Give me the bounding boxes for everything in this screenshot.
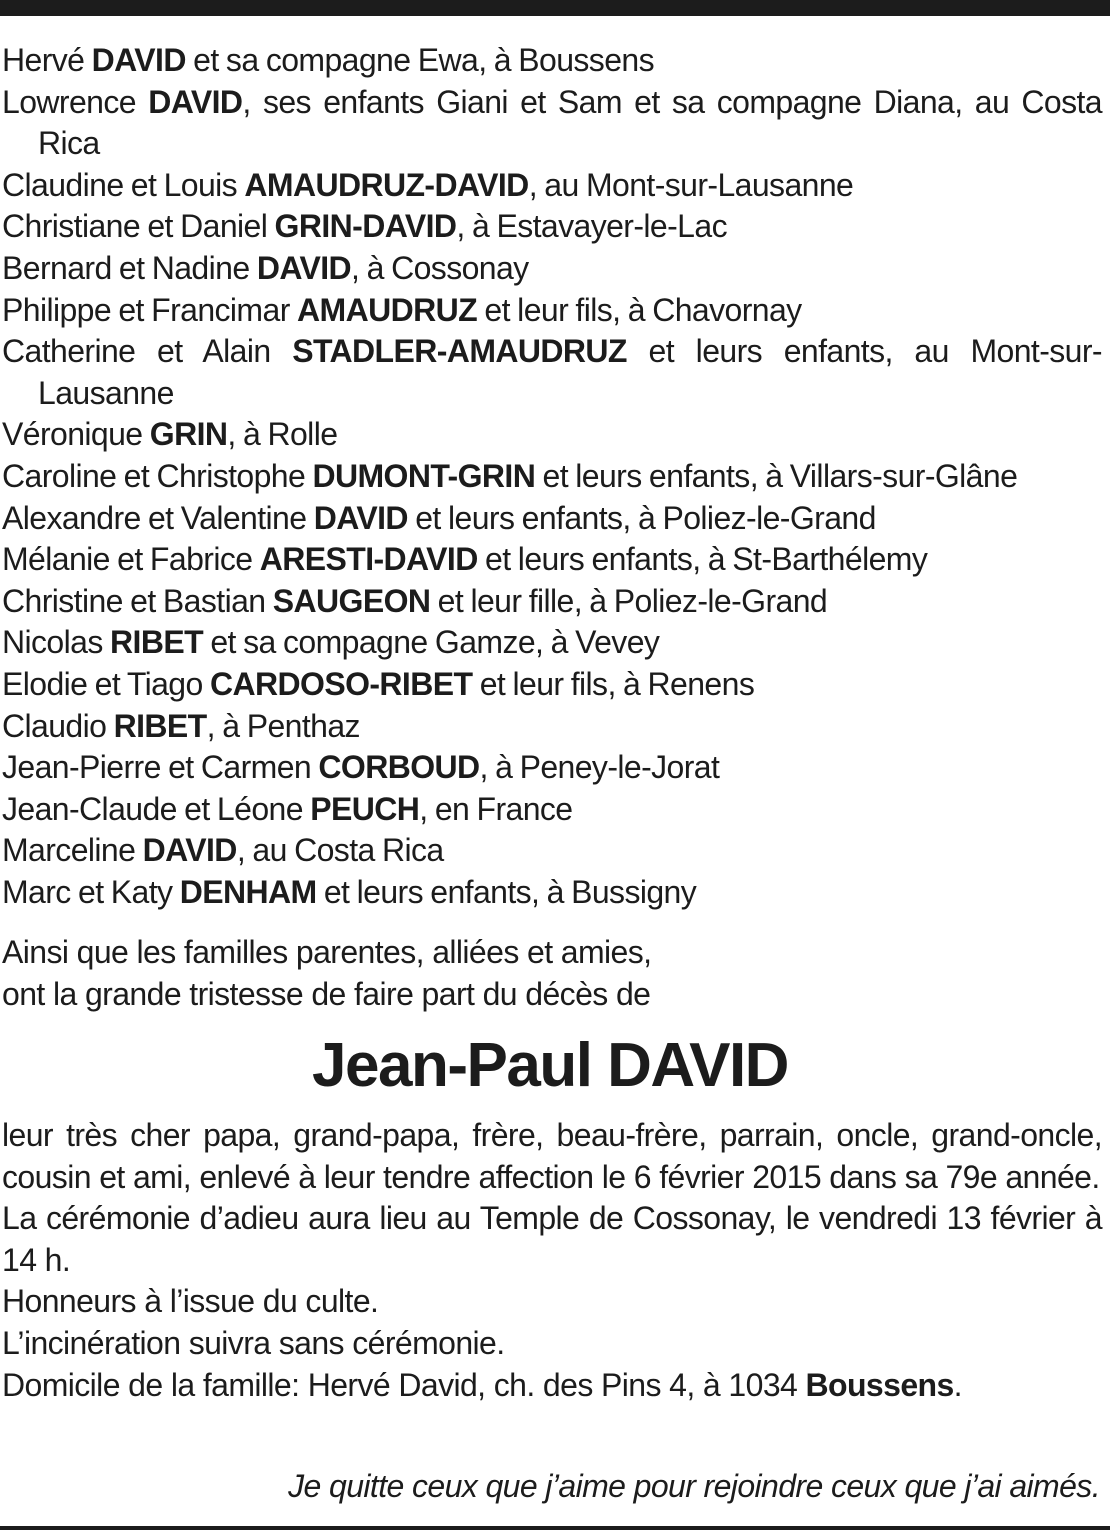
family-given-names: Philippe et Francimar	[2, 291, 298, 328]
family-surname: DAVID	[91, 42, 186, 78]
family-details: et sa compagne Gamze, à Vevey	[203, 624, 660, 661]
family-details: et leurs enfants, à Poliez-le-Grand	[407, 499, 876, 536]
family-line	[2, 622, 1102, 664]
family-line	[2, 664, 1102, 706]
family-line	[2, 830, 1102, 872]
intro-line-2: ont la grande tristesse de faire part du décès de	[2, 975, 651, 1012]
family-line	[2, 40, 1102, 82]
family-given-names: Elodie et Tiago	[2, 665, 210, 702]
family-list	[2, 40, 1102, 913]
family-surname: DAVID	[256, 249, 352, 286]
family-details: et sa compagne Ewa, à Boussens	[185, 42, 654, 78]
family-surname: CARDOSO-RIBET	[210, 665, 473, 702]
family-details: , à Peney-le-Jorat	[479, 749, 720, 786]
family-given-names: Bernard et Nadine	[2, 249, 257, 286]
family-surname: DENHAM	[179, 873, 317, 910]
family-line	[2, 498, 1102, 540]
family-line	[2, 206, 1102, 248]
family-given-names: Claudio	[2, 707, 114, 744]
family-line	[2, 706, 1102, 748]
family-surname: RIBET	[113, 707, 207, 744]
cremation-paragraph: L’incinération suivra sans cérémonie.	[2, 1324, 505, 1361]
family-details: , ses enfants Giani et Sam et sa compagne Diana, au Costa Rica	[38, 83, 1102, 162]
family-given-names: Marc et Katy	[2, 873, 180, 910]
family-line	[2, 539, 1102, 581]
family-given-names: Jean-Claude et Léone	[2, 790, 311, 827]
family-line	[2, 414, 1102, 456]
family-given-names: Caroline et Christophe	[2, 457, 313, 494]
family-details: , au Mont-sur-Lausanne	[528, 166, 854, 203]
family-surname: GRIN	[149, 416, 228, 453]
family-details: , à Penthaz	[206, 707, 360, 744]
family-line	[2, 747, 1102, 789]
family-given-names: Jean-Pierre et Carmen	[2, 749, 319, 786]
ceremony-paragraph: La cérémonie d’adieu aura lieu au Temple de Cossonay, le vendredi 13 février à 14 h.	[2, 1200, 1102, 1278]
family-line	[2, 456, 1102, 498]
family-details: et leurs enfants, à Villars-sur-Glâne	[535, 457, 1018, 494]
family-line	[2, 165, 1102, 207]
family-surname: GRIN-DAVID	[274, 208, 457, 245]
family-surname: DUMONT-GRIN	[312, 457, 536, 494]
domicile-end: .	[953, 1366, 962, 1403]
family-details: et leurs enfants, à Bussigny	[316, 873, 697, 910]
family-given-names: Claudine et Louis	[2, 166, 245, 203]
family-given-names: Hervé	[2, 42, 92, 78]
domicile-paragraph	[2, 1365, 1102, 1407]
family-details: et leur fils, à Chavornay	[477, 291, 802, 328]
family-line	[2, 82, 1102, 165]
announcement-body	[2, 1115, 1102, 1406]
deceased-name: Jean-Paul DAVID	[312, 1031, 788, 1100]
family-details: , en France	[419, 790, 573, 827]
family-details: et leur fille, à Poliez-le-Grand	[430, 582, 828, 619]
family-surname: AMAUDRUZ	[297, 291, 478, 328]
tribute-paragraph: leur très cher papa, grand-papa, frère, beau-frère, parrain, oncle, grand-oncle, cousin et ami, enlevé à leur tendre affection le 6 février 2015 dans sa 79e année.	[2, 1117, 1102, 1195]
family-surname: DAVID	[148, 83, 243, 120]
family-surname: STADLER-AMAUDRUZ	[292, 333, 627, 370]
top-rule	[0, 0, 1110, 16]
family-line	[2, 789, 1102, 831]
family-given-names: Lowrence	[2, 83, 149, 120]
family-given-names: Véronique	[2, 416, 150, 453]
family-line	[2, 248, 1102, 290]
family-given-names: Christiane et Daniel	[2, 208, 275, 245]
family-given-names: Marceline	[2, 832, 143, 869]
family-surname: ARESTI-DAVID	[259, 541, 478, 578]
family-surname: RIBET	[110, 624, 204, 661]
family-details: et leurs enfants, à St-Barthélemy	[477, 541, 928, 578]
family-line	[2, 331, 1102, 414]
closing-quote: Je quitte ceux que j’aime pour rejoindre ceux que j’ai aimés.	[288, 1468, 1100, 1504]
bottom-rule	[0, 1526, 1110, 1530]
family-line	[2, 872, 1102, 914]
family-details: et leur fils, à Renens	[472, 665, 755, 702]
family-details: et leurs enfants, au Mont-sur-Lausanne	[38, 333, 1102, 411]
family-details: , à Estavayer-le-Lac	[456, 208, 727, 245]
family-surname: AMAUDRUZ-DAVID	[244, 166, 529, 203]
honours-paragraph: Honneurs à l’issue du culte.	[2, 1283, 379, 1320]
family-given-names: Alexandre et Valentine	[2, 499, 314, 536]
family-details: , à Rolle	[227, 416, 338, 453]
family-details: , à Cossonay	[351, 249, 529, 286]
family-given-names: Nicolas	[2, 624, 111, 661]
families-intro	[2, 932, 1102, 1015]
family-surname: PEUCH	[310, 790, 420, 827]
family-given-names: Christine et Bastian	[2, 582, 273, 619]
family-line	[2, 581, 1102, 623]
domicile-address: Domicile de la famille: Hervé David, ch. des Pins 4, à 1034	[2, 1366, 806, 1403]
family-surname: SAUGEON	[272, 582, 431, 619]
intro-line-1: Ainsi que les familles parentes, alliées et amies,	[2, 934, 652, 970]
domicile-town: Boussens	[805, 1366, 954, 1403]
family-given-names: Mélanie et Fabrice	[2, 541, 260, 578]
family-line	[2, 290, 1102, 332]
family-given-names: Catherine et Alain	[2, 333, 293, 370]
family-surname: DAVID	[142, 832, 237, 869]
family-surname: CORBOUD	[318, 749, 480, 786]
family-details: , au Costa Rica	[236, 832, 444, 869]
family-surname: DAVID	[313, 499, 408, 536]
